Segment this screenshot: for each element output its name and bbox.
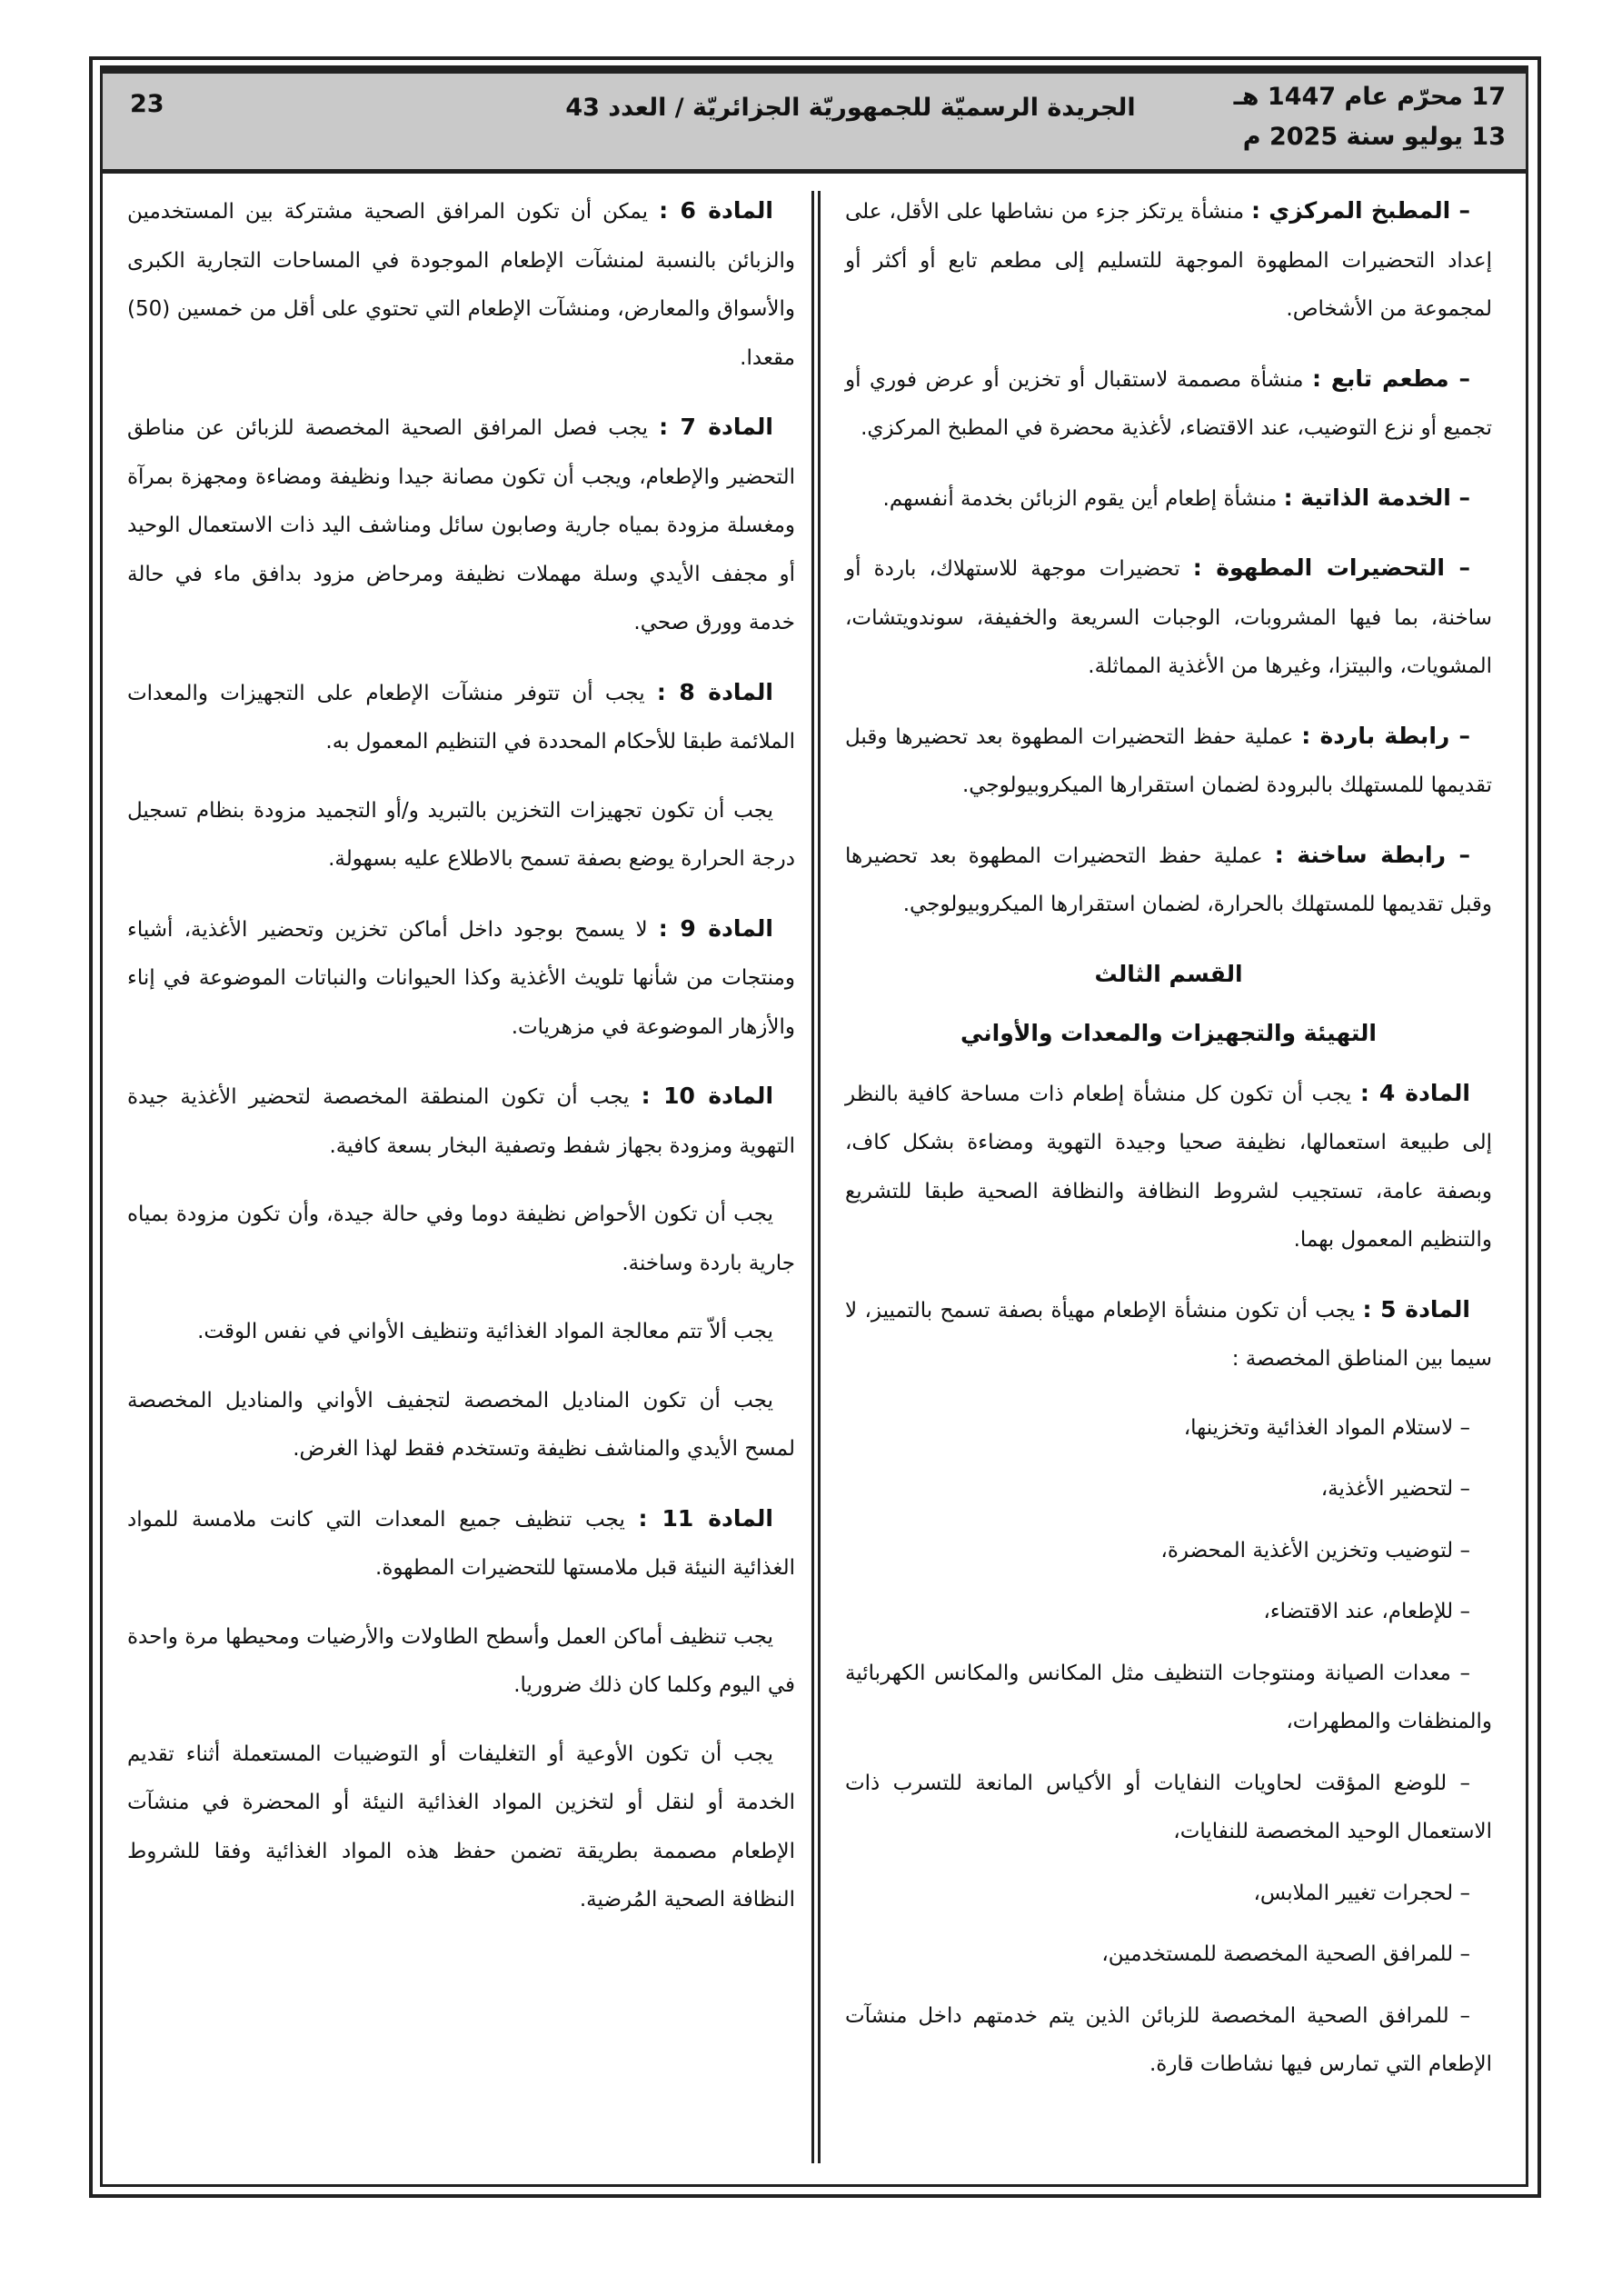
list-item: – للإطعام، عند الاقتضاء، xyxy=(1263,1600,1470,1623)
article-5 xyxy=(845,1285,1492,1384)
article-text: يجب أن تكون كل منشأة إطعام ذات مساحة كافية بالنظر إلى طبيعة استعمالها، نظيفة صحيا وجيدة التهوية ومضاءة بشكل كاف، وبصفة عامة، تستجيب لشروط النظافة والنظافة الصحية طبقا للتشريع والتنظيم المعمول بهما. xyxy=(845,1082,1492,1252)
definition-term: – رابطة باردة : xyxy=(1301,722,1470,749)
article-7 xyxy=(127,403,795,648)
article-4 xyxy=(845,1069,1492,1265)
definition-term: – الخدمة الذاتية : xyxy=(1283,484,1470,511)
list-item: – للمرافق الصحية المخصصة للزبائن الذين يتم خدمتهم داخل منشآت الإطعام التي تمارس فيها نشاطات قارة. xyxy=(845,2003,1492,2076)
article-number: المادة 9 : xyxy=(658,914,773,942)
definition-central-kitchen xyxy=(845,186,1492,334)
article-text: يجب أن تكون منشأة الإطعام مهيأة بصفة تسمح بالتمييز، لا سيما بين المناطق المخصصة : xyxy=(845,1298,1492,1371)
article-number: المادة 11 : xyxy=(638,1504,773,1532)
article-text: لا يسمح بوجود داخل أماكن تخزين وتحضير الأغذية، أشياء ومنتجات من شأنها تلويث الأغذية وكذا الحيوانات والنباتات الموضوعة في إناء والأزهار الموضوعة في مزهريات. xyxy=(127,917,795,1039)
article-6 xyxy=(127,186,795,383)
date-gregorian: 13 يوليو سنة 2025 م xyxy=(1242,123,1506,151)
page-number: 23 xyxy=(130,90,164,118)
list-item: – لتحضير الأغذية، xyxy=(1320,1477,1470,1501)
left-column xyxy=(127,186,795,1945)
section-subtitle: التهيئة والتجهيزات والمعدات والأواني xyxy=(960,1020,1378,1046)
date-hijri: 17 محرّم عام 1447 هـ xyxy=(1233,83,1506,111)
definition-hot-chain xyxy=(845,831,1492,930)
column-divider xyxy=(811,191,821,2163)
definition-cold-chain xyxy=(845,712,1492,811)
article-text: يمكن أن تكون المرافق الصحية مشتركة بين المستخدمين والزبائن بالنسبة لمنشآت الإطعام الموجودة في المساحات التجارية الكبرى والأسواق والمعارض، ومنشآت الإطعام التي تحتوي على أقل من خمسين (50) مقعدا. xyxy=(127,200,795,370)
section-title: القسم الثالث xyxy=(1094,960,1243,987)
definition-cooked-preparations xyxy=(845,544,1492,692)
definition-term: – التحضيرات المطهوة : xyxy=(1192,554,1470,581)
definition-term: – مطعم تابع : xyxy=(1311,364,1470,392)
definition-text: تحضيرات موجهة للاستهلاك، باردة أو ساخنة، بما فيها المشروبات، الوجبات السريعة والخفيفة، سوندويتشات، المشويات، والبيتزا، وغيرها من الأغذية المماثلة. xyxy=(845,557,1492,678)
list-item: – لحجرات تغيير الملابس، xyxy=(1253,1881,1470,1905)
article-number: المادة 8 : xyxy=(656,678,774,705)
article-number: المادة 5 : xyxy=(1362,1295,1471,1323)
article-number: المادة 7 : xyxy=(659,414,773,440)
page-header xyxy=(103,68,1526,174)
article-10 xyxy=(127,1072,795,1171)
article-10-paragraph: يجب ألاّ تتم معالجة المواد الغذائية وتنظيف الأواني في نفس الوقت. xyxy=(197,1320,773,1343)
definition-term: – رابطة ساخنة : xyxy=(1274,841,1471,868)
definition-satellite-restaurant xyxy=(845,354,1492,454)
article-10-paragraph: يجب أن تكون المناديل المخصصة لتجفيف الأواني والمناديل المخصصة لمسح الأيدي والمناشف نظيفة وتستخدم فقط لهذا الغرض. xyxy=(127,1388,795,1461)
article-9 xyxy=(127,904,795,1053)
article-text: يجب فصل المرافق الصحية المخصصة للزبائن عن مناطق التحضير والإطعام، ويجب أن تكون مصانة جيدا ونظيفة ومضاءة ومجهزة بمرآة ومغسلة مزودة بمياه جارية وصابون سائل ومناشف اليد ذات الاستعمال الوحيد أو مجفف الأيدي وسلة مهملات نظيفة ومرحاض مزود بدافق ماء في حالة خدمة وورق صحي. xyxy=(127,416,795,634)
right-column xyxy=(845,186,1492,2102)
list-item: – للمرافق الصحية المخصصة للمستخدمين، xyxy=(1101,1942,1470,1966)
definition-term: – المطبخ المركزي : xyxy=(1250,197,1470,224)
list-item: – معدات الصيانة ومنتوجات التنظيف مثل المكانس والمكانس الكهربائية والمنظفات والمطهرات، xyxy=(845,1661,1492,1733)
journal-title: الجريدة الرسميّة للجمهوريّة الجزائريّة / العدد 43 xyxy=(565,94,1136,122)
definition-text: عملية حفظ التحضيرات المطهوة بعد تحضيرها وقبل تقديمها للمستهلك بالبرودة لضمان استقرارها الميكروبيولوجي. xyxy=(845,724,1492,797)
article-number: المادة 4 : xyxy=(1359,1079,1470,1106)
article-8 xyxy=(127,668,795,767)
list-item: – لاستلام المواد الغذائية وتخزينها، xyxy=(1183,1415,1470,1440)
definition-self-service xyxy=(845,474,1492,524)
article-text: يجب أن تتوفر منشآت الإطعام على التجهيزات والمعدات الملائمة طبقا للأحكام المحددة في التنظيم المعمول به. xyxy=(127,681,795,754)
definition-text: عملية حفظ التحضيرات المطهوة بعد تحضيرها وقبل تقديمها للمستهلك بالحرارة، لضمان استقرارها الميكروبيولوجي. xyxy=(845,844,1492,916)
definition-text: منشأة يرتكز جزء من نشاطها على الأقل، على إعداد التحضيرات المطهوة الموجهة للتسليم إلى مطعم تابع أو أكثر أو لمجموعة من الأشخاص. xyxy=(845,200,1492,321)
article-number: المادة 10 : xyxy=(641,1083,774,1109)
article-11-paragraph: يجب تنظيف أماكن العمل وأسطح الطاولات والأرضيات ومحيطها مرة واحدة في اليوم وكلما كان ذلك ضروريا. xyxy=(127,1624,795,1697)
list-item: – لتوضيب وتخزين الأغذية المحضرة، xyxy=(1160,1538,1470,1562)
definition-text: منشأة مصممة لاستقبال أو تخزين أو عرض فوري أو تجميع أو نزع التوضيب، عند الاقتضاء، لأغذية محضرة في المطبخ المركزي. xyxy=(845,367,1492,440)
article-8-paragraph: يجب أن تكون تجهيزات التخزين بالتبريد و/أو التجميد مزودة بنظام تسجيل درجة الحرارة يوضع بصفة تسمح بالاطلاع عليه بسهولة. xyxy=(127,798,795,871)
article-number: المادة 6 : xyxy=(659,197,773,224)
article-text: يجب تنظيف جميع المعدات التي كانت ملامسة للمواد الغذائية النيئة قبل ملامستها للتحضيرات المطهوة. xyxy=(127,1507,795,1580)
list-item: – للوضع المؤقت لحاويات النفايات أو الأكياس المانعة للتسرب ذات الاستعمال الوحيد المخصصة للنفايات، xyxy=(845,1771,1492,1843)
article-10-paragraph: يجب أن تكون الأحواض نظيفة دوما وفي حالة جيدة، وأن تكون مزودة بمياه جارية باردة وساخنة. xyxy=(127,1203,795,1275)
article-text: يجب أن تكون المنطقة المخصصة لتحضير الأغذية جيدة التهوية ومزودة بجهاز شفط وتصفية البخار بسعة كافية. xyxy=(127,1085,795,1158)
article-11 xyxy=(127,1494,795,1593)
definition-text: منشأة إطعام أين يقوم الزبائن بخدمة أنفسهم. xyxy=(882,486,1284,511)
article-11-paragraph: يجب أن تكون الأوعية أو التغليفات أو التوضيبات المستعملة أثناء تقديم الخدمة أو لنقل أو لتخزين المواد الغذائية النيئة أو المحضرة في منشآت الإطعام مصممة بطريقة تضمن حفظ هذه المواد الغذائية وفقا للشروط النظافة الصحية المُرضية. xyxy=(127,1742,795,1912)
